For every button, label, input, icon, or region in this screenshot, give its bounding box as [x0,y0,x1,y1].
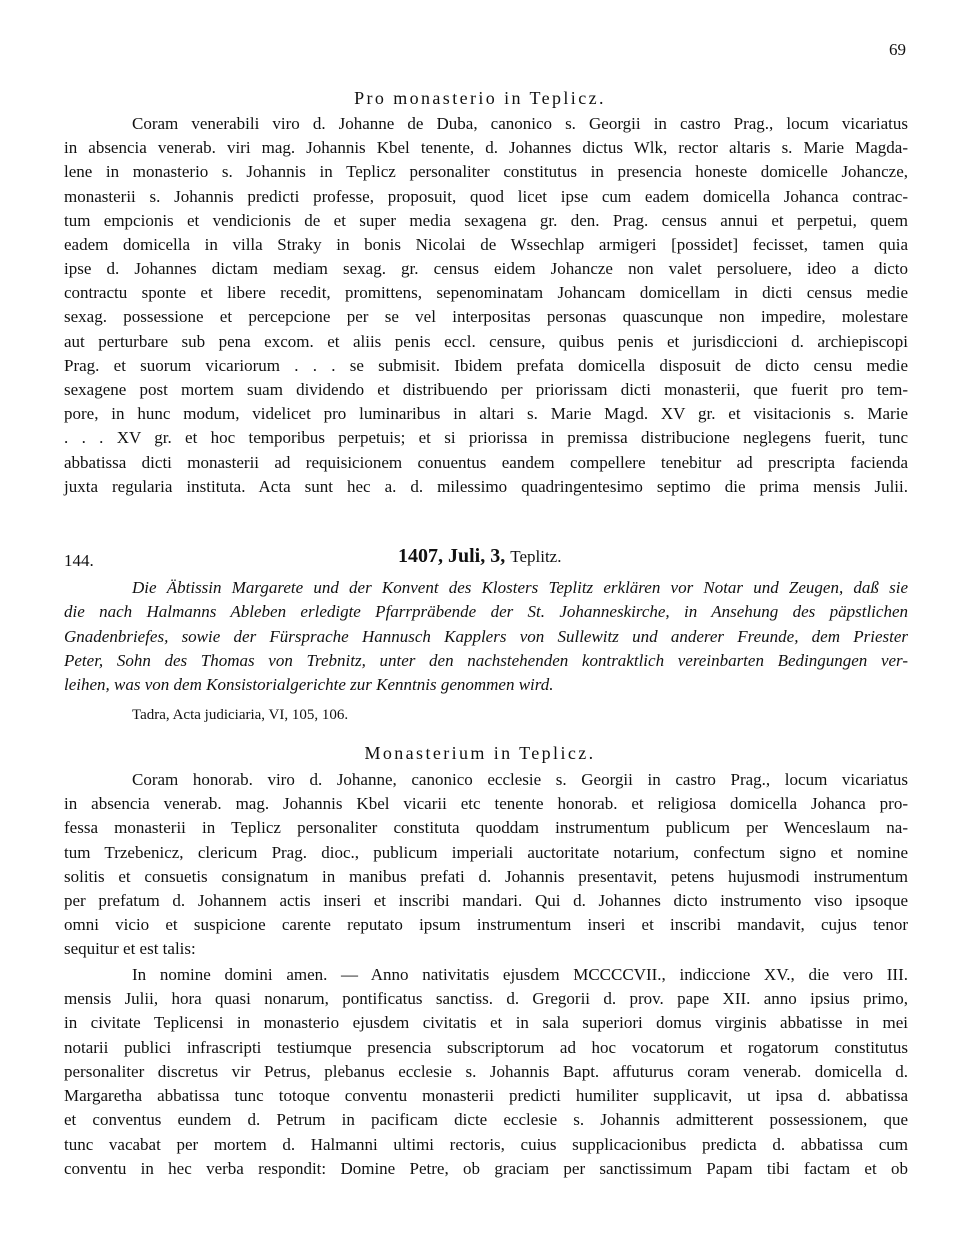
summary-line: die nach Halmanns Ableben erledigte Pfarrpräbende der St. Johanneskirche, in Ansehung des päpstlichen [64,602,908,621]
source-citation: Tadra, Acta judiciaria, VI, 105, 106. [132,707,349,723]
summary-line: Die Äbtissin Margarete und der Konvent des Klosters Teplitz erklären vor Notar und Zeugen, daß sie [132,578,908,597]
text-line: contractu sponte et libere recedit, promittens, sepenominatam Johancam domicellam in dicti census medie [64,283,908,302]
text-line: mensis Julii, hora quasi nonarum, pontificatus sanctiss. d. Gregorii d. prov. pape XII. anno ipsius primo, [64,989,908,1008]
text-line: solitis et consuetis consignatum in manibus prefati d. Johannis presentavit, petens hujusmodi instrumentum [64,867,908,886]
document-date [398,545,561,568]
document-date-text: 1407, Juli, 3, [398,545,506,567]
text-line: Coram honorab. viro d. Johanne, canonico ecclesie s. Georgii in castro Prag., locum vicariatus [132,770,908,789]
text-line: omni vicio et suspicione carente reputato ipsum instrumentum inseri et inscribi mandavit, cujus tenor [64,915,908,934]
document-number: 144. [64,551,94,570]
text-line: tum Trzebenicz, clericum Prag. dioc., publicum imperiali auctoritate notarium, confectum signo et nomine [64,843,908,862]
text-line: juxta regularia instituta. Acta sunt hec a. d. milessimo quadringentesimo septimo die prima mensis Julii. [64,477,908,496]
summary-line: Peter, Sohn des Thomas von Trebnitz, unter den nachstehenden kontraktlich vereinbarten Bedingungen ver- [64,651,908,670]
summary-line: Gnadenbriefes, sowie der Fürsprache Hannusch Kapplers von Sullewitz und anderer Freunde, dem Priester [64,627,908,646]
text-line: sequitur et est talis: [64,939,196,958]
text-line: aut perturbare sub pena excom. et aliis penis eccl. censure, quibus penis et jurisdiccioni d. archiepiscopi [64,332,908,351]
text-line: Margaretha abbatissa tunc totoque conventu monasterii predicti humiliter supplicavit, ut ipsa d. abbatissa [64,1086,908,1105]
text-line: pore, in hunc modum, videlicet pro luminaribus in altari s. Marie Magd. XV gr. et visitacionis s. Marie [64,404,908,423]
text-line: eadem domicella in villa Straky in bonis Nicolai de Wssechlap armigeri [possidet] fecisset, tamen quia [64,235,908,254]
document-place: Teplitz. [510,547,562,566]
text-line: lene in monasterio s. Johannis in Teplicz personaliter constitutus in presencia honeste domicelle Johancze, [64,162,908,181]
text-line: conventu in hec verba respondit: Domine Petre, ob graciam per sanctissimum Papam tibi factam et ob [64,1159,908,1178]
text-line: in absencia venerab. viri mag. Johannis Kbel tenente, d. Johannes dictus Wlk, rector altaris s. Marie Magda- [64,138,908,157]
text-line: in civitate Teplicensi in monasterio ejusdem civitatis et in sala superiori domus virginis abbatisse in mei [64,1013,908,1032]
text-line: sexag. possessione et percepcione per se vel interpositas personas quascunque non impedire, molestare [64,307,908,326]
text-line: fessa monasterii in Teplicz personaliter constituta quoddam instrumentum publicum per Wenceslaum na- [64,818,908,837]
text-line: personaliter discretus vir Petrus, plebanus ecclesie s. Johannis Bapt. affuturus coram venerab. domicella d. [64,1062,908,1081]
section-heading-pro-monasterio: Pro monasterio in Teplicz. [354,88,606,108]
text-line: tum empcionis et vendicionis de et super media sexagena gr. den. Prag. census annui et perpetui, quem [64,211,908,230]
text-line: et conventus eundem d. Petrum in pacificam dicte ecclesie s. Johannis admitterent possessionem, que [64,1110,908,1129]
text-line: notarii publici infrascripti testiumque presencia subscriptorum ad hoc vocatorum et rogatorum constitutus [64,1038,908,1057]
page-number: 69 [889,40,906,59]
text-line: tunc vacabat per mortem d. Halmanni ultimi rectoris, cuius supplicacionibus predicta d. abbatissa cum [64,1135,908,1154]
text-line: per prefatum d. Johannem actis inseri et inscribi mandari. Qui d. Johannes dicto instrumento viso ipsoque [64,891,908,910]
text-line: ipse d. Johannes dictam mediam sexag. gr. census eidem Johancze non valet persoluere, ideo a dicto [64,259,908,278]
text-line: sexagene post mortem suam dividendo et distribuendo per priorissam dicti monasterii, que fuerit pro tem- [64,380,908,399]
text-line: Prag. et suorum vicariorum . . . se submisit. Ibidem prefata domicella disposuit de dicto censu medie [64,356,908,375]
section-heading-monasterium: Monasterium in Teplicz. [364,743,596,763]
text-line: abbatissa dicti monasterii ad requisicionem conuentus eandem compellere tenebitur ad prescripta facienda [64,453,908,472]
text-line: monasterii s. Johannis predicti professe, proposuit, quod licet ipse cum eadem domicella Johanca contrac- [64,187,908,206]
text-line: Coram venerabili viro d. Johanne de Duba, canonico s. Georgii in castro Prag., locum vicariatus [132,114,908,133]
text-line: . . . XV gr. et hoc temporibus perpetuis; et si priorissa in premissa distribucione neglegens fuerit, tunc [64,428,908,447]
text-line: in absencia venerab. mag. Johannis Kbel vicarii etc tenente honorab. et religiosa domicella Johanca pro- [64,794,908,813]
text-line: In nomine domini amen. — Anno nativitatis ejusdem MCCCCVII., indiccione XV., die vero III. [132,965,908,984]
summary-line: leihen, was von dem Konsistorialgerichte zur Kenntnis genommen wird. [64,675,554,694]
